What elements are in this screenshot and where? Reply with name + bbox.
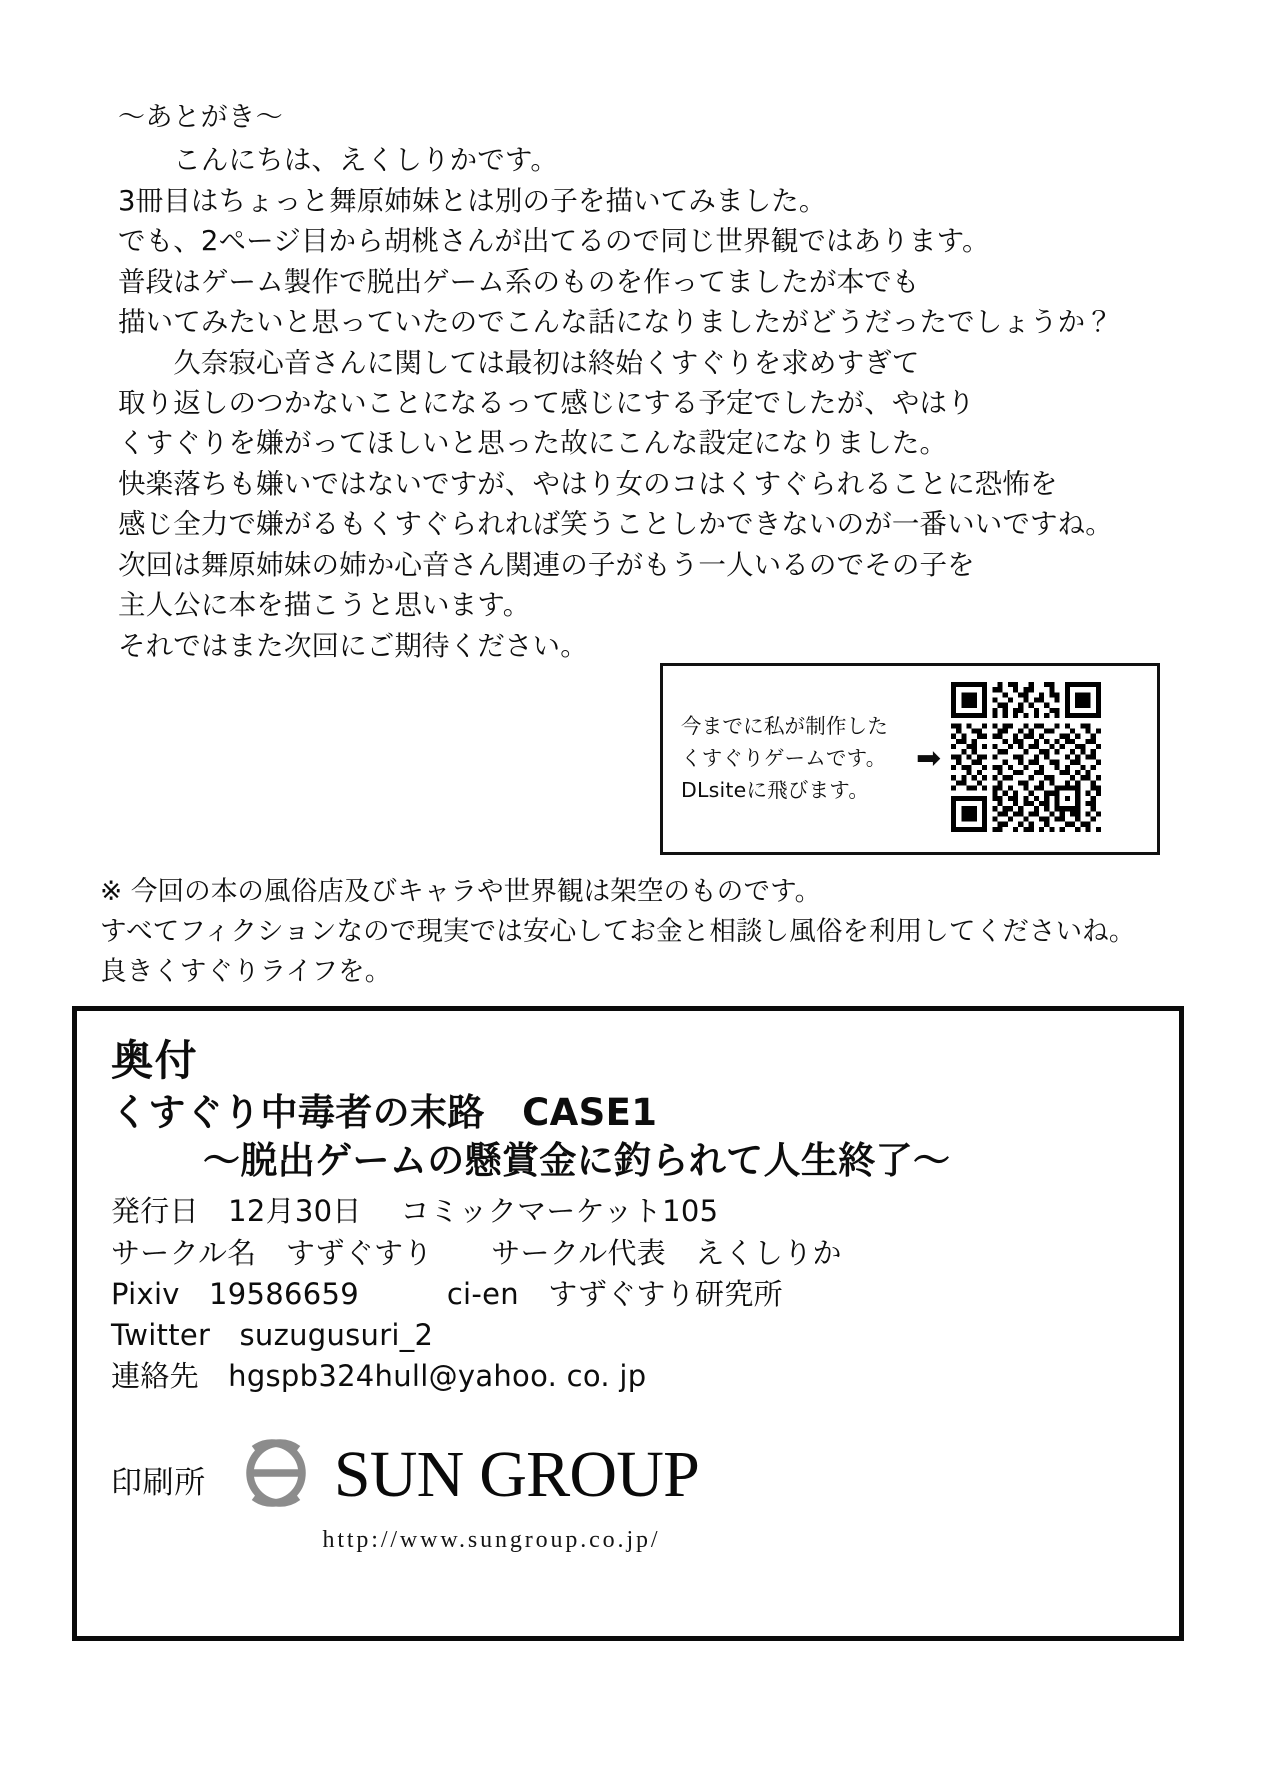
logo-main	[228, 1427, 699, 1523]
disclaimer-line: ※ 今回の本の風俗店及びキャラや世界観は架空のものです。	[100, 876, 822, 907]
printer-row	[111, 1427, 1145, 1554]
colophon-row-twitter: Twitter suzugusuri_2	[111, 1318, 434, 1352]
sun-group-logo	[228, 1427, 699, 1554]
colophon-row-pixiv: Pixiv 19586659 ci-en すずぐすり研究所	[111, 1276, 783, 1311]
disclaimer-section	[100, 872, 1190, 991]
colophon-row-publish-date: 発行日 12月30日 コミックマーケット105	[111, 1194, 719, 1229]
afterword-line: 描いてみたいと思っていたのでこんな話になりましたがどうだったでしょうか？	[118, 306, 1113, 339]
spacer	[111, 1397, 1145, 1413]
afterword-line: 普段はゲーム製作で脱出ゲーム系のものを作ってましたが本でも	[118, 265, 920, 298]
afterword-line: 久奈寂心音さんに関しては最初は終始くすぐりを求めすぎて	[118, 346, 920, 379]
disclaimer-line: 良きくすぐりライフを。	[100, 955, 392, 987]
colophon-subtitle: 〜脱出ゲームの懸賞金に釣られて人生終了〜	[203, 1139, 951, 1183]
colophon-heading: 奥付	[111, 1036, 199, 1085]
qr-promo-text: 今までに私が制作した くすぐりゲームです。 DLsiteに飛びます。	[681, 714, 889, 802]
colophon-row-circle: サークル名 すずぐすり サークル代表 えくしりか	[111, 1235, 842, 1270]
afterword-line: 3冊目はちょっと舞原姉妹とは別の子を描いてみました。	[118, 184, 827, 217]
afterword-heading: 〜あとがき〜	[118, 102, 284, 133]
colophon-row-contact: 連絡先 hgspb324hull@yahoo. co. jp	[111, 1359, 647, 1394]
afterword-line: くすぐりを嫌がってほしいと思った故にこんな設定になりました。	[118, 427, 948, 460]
disclaimer-line: すべてフィクションなので現実では安心してお金と相談し風俗を利用してくださいね。	[100, 915, 1136, 947]
afterword-section	[118, 100, 1178, 666]
afterword-line: 主人公に本を描こうと思います。	[118, 589, 531, 622]
printer-name: SUN GROUP	[333, 1438, 699, 1512]
right-arrow-icon: ➡	[916, 741, 942, 776]
sun-swirl-icon	[228, 1427, 324, 1523]
afterword-line: それではまた次回にご期待ください。	[118, 629, 588, 662]
afterword-line: 次回は舞原姉妹の姉か心音さん関連の子がもう一人いるのでその子を	[118, 548, 975, 581]
printer-url: http://www.sungroup.co.jp/	[322, 1527, 661, 1554]
qr-promo-box[interactable]	[660, 663, 1160, 855]
afterword-line: 快楽落ちも嫌いではないですが、やはり女のコはくすぐられることに恐怖を	[118, 467, 1058, 500]
colophon-box	[72, 1006, 1184, 1641]
afterword-line: こんにちは、えくしりかです。	[118, 144, 558, 177]
colophon-title: くすぐり中毒者の末路 CASE1	[111, 1091, 658, 1135]
qr-code-icon[interactable]	[951, 682, 1101, 836]
afterword-line: 感じ全力で嫌がるもくすぐられれば笑うことしかできないのが一番いいですね。	[118, 508, 1113, 541]
printer-label: 印刷所	[111, 1465, 206, 1502]
afterword-line: 取り返しのつかないことになるって感じにする予定でしたが、やはり	[118, 386, 975, 419]
afterword-line: でも、2ページ目から胡桃さんが出てるので同じ世界観ではあります。	[118, 225, 990, 258]
